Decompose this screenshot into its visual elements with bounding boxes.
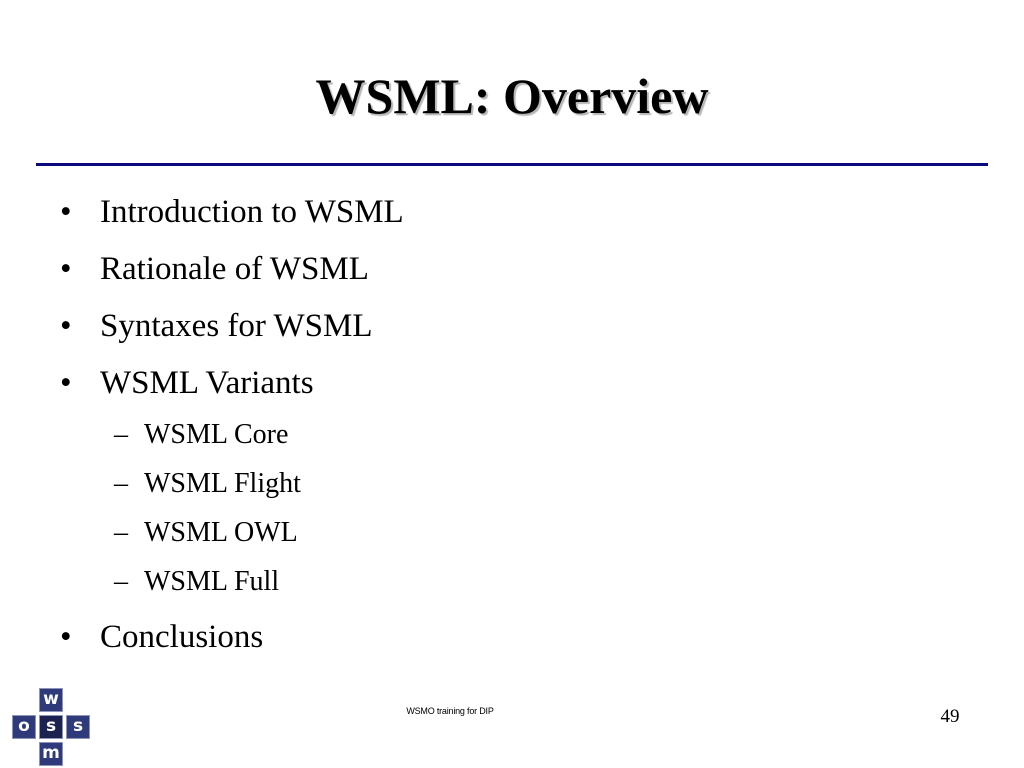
bullet-marker: • xyxy=(60,365,72,401)
list-item-text: Syntaxes for WSML xyxy=(100,308,373,344)
logo-tile-top: w xyxy=(39,688,63,712)
wsmo-logo xyxy=(12,688,92,766)
sub-list-item-text: WSML Flight xyxy=(144,468,301,499)
bullet-marker: • xyxy=(60,619,72,655)
list-item-text: WSML Variants xyxy=(100,365,314,401)
page-number: 49 xyxy=(940,706,960,727)
dash-marker: – xyxy=(114,566,128,597)
sub-list-item-text: WSML Full xyxy=(144,566,280,597)
list-item-text: Rationale of WSML xyxy=(100,251,369,287)
list-item-text: Conclusions xyxy=(100,619,264,655)
dash-marker: – xyxy=(114,419,128,450)
bullet-marker: • xyxy=(60,194,72,230)
list-item-text: Introduction to WSML xyxy=(100,194,404,230)
sub-list-item-text: WSML OWL xyxy=(144,517,298,548)
bullet-marker: • xyxy=(60,308,72,344)
logo-tile-right: s xyxy=(66,715,90,739)
dash-marker: – xyxy=(114,517,128,548)
title-divider xyxy=(36,163,988,166)
logo-tile-center: s xyxy=(39,715,63,739)
logo-tile-bottom: m xyxy=(39,742,63,766)
bullet-marker: • xyxy=(60,251,72,287)
sub-list-item-text: WSML Core xyxy=(144,419,289,450)
dash-marker: – xyxy=(114,468,128,499)
logo-tile-left: o xyxy=(12,715,36,739)
footer-text: WSMO training for DIP xyxy=(406,706,494,716)
slide-title: WSML: Overview xyxy=(315,68,709,124)
